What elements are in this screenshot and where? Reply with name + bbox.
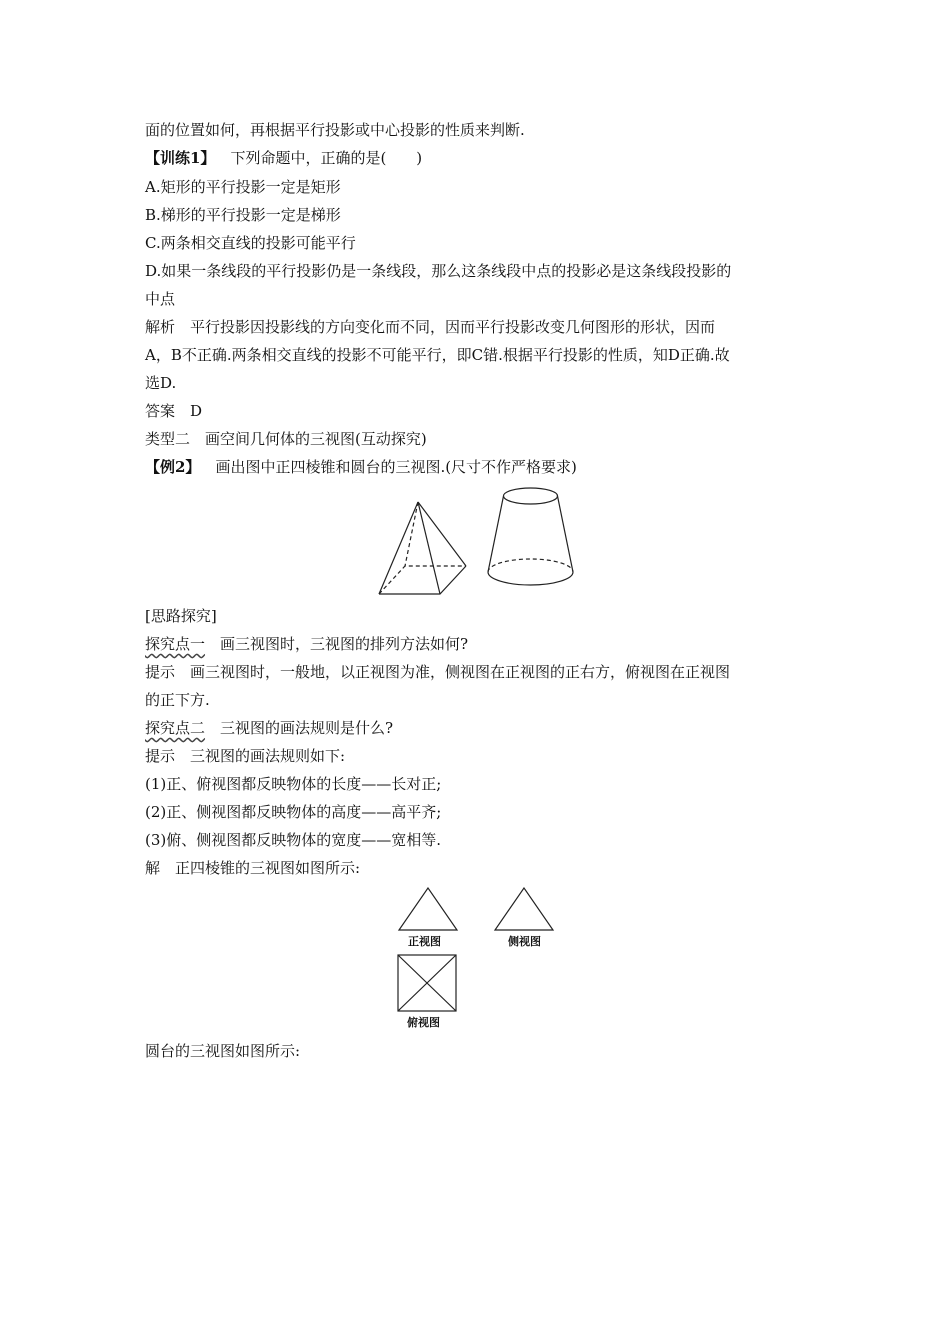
hint-2: 提示 三视图的画法规则如下: — [145, 747, 346, 765]
side-view-triangle — [494, 887, 554, 931]
option-b: B.梯形的平行投影一定是梯形 — [145, 206, 341, 224]
point-1-label: 探究点一 — [145, 635, 206, 653]
example-question: 画出图中正四棱锥和圆台的三视图.(尺寸不作严格要求) — [215, 458, 577, 476]
rule-3: (3)俯、侧视图都反映物体的宽度——宽相等. — [145, 831, 442, 849]
analysis-cont: 选D. — [145, 374, 177, 392]
answer: 答案 D — [145, 402, 203, 420]
point-1 — [145, 634, 468, 654]
hint-1-cont: 的正下方. — [145, 691, 210, 709]
frustum-text: 圆台的三视图如图所示: — [145, 1042, 301, 1060]
section-heading: 类型二 画空间几何体的三视图(互动探究) — [145, 430, 427, 448]
hint-1: 提示 画三视图时，一般地，以正视图为准，侧视图在正视图的正右方，俯视图在正视图 — [145, 663, 731, 681]
analysis-cont: A，B不正确.两条相交直线的投影不可能平行，即C错.根据平行投影的性质，知D正确.故 — [145, 346, 730, 364]
solution: 解 正四棱锥的三视图如图所示: — [145, 859, 361, 877]
thinking-heading: [思路探究] — [145, 607, 217, 625]
rule-2: (2)正、侧视图都反映物体的高度——高平齐; — [145, 803, 442, 821]
option-d: D.如果一条线段的平行投影仍是一条线段，那么这条线段中点的投影必是这条线段投影的 — [145, 262, 732, 280]
front-view-triangle — [398, 887, 458, 931]
front-view-label: 正视图 — [408, 935, 441, 948]
text-line: 面的位置如何，再根据平行投影或中心投影的性质来判断. — [145, 121, 525, 139]
point-2 — [145, 718, 393, 738]
option-d-cont: 中点 — [145, 290, 176, 308]
point-2-question: 三视图的画法规则是什么? — [220, 719, 394, 737]
training-1-question — [145, 148, 422, 168]
training-label: 【训练1】 — [145, 149, 216, 167]
example-2-question — [145, 457, 577, 477]
frustum-figure — [486, 486, 576, 590]
training-question: 下列命题中，正确的是( ) — [230, 149, 423, 167]
example-label: 【例2】 — [145, 458, 201, 476]
pyramid-figure — [378, 500, 470, 596]
option-a: A.矩形的平行投影一定是矩形 — [145, 178, 341, 196]
point-1-question: 画三视图时，三视图的排列方法如何? — [220, 635, 469, 653]
point-2-label: 探究点二 — [145, 719, 206, 737]
analysis: 解析 平行投影因投影线的方向变化而不同，因而平行投影改变几何图形的形状，因而 — [145, 318, 716, 336]
top-view-label: 俯视图 — [407, 1016, 440, 1029]
rule-1: (1)正、俯视图都反映物体的长度——长对正; — [145, 775, 442, 793]
option-c: C.两条相交直线的投影可能平行 — [145, 234, 356, 252]
top-view-square — [397, 954, 457, 1012]
side-view-label: 侧视图 — [508, 935, 541, 948]
